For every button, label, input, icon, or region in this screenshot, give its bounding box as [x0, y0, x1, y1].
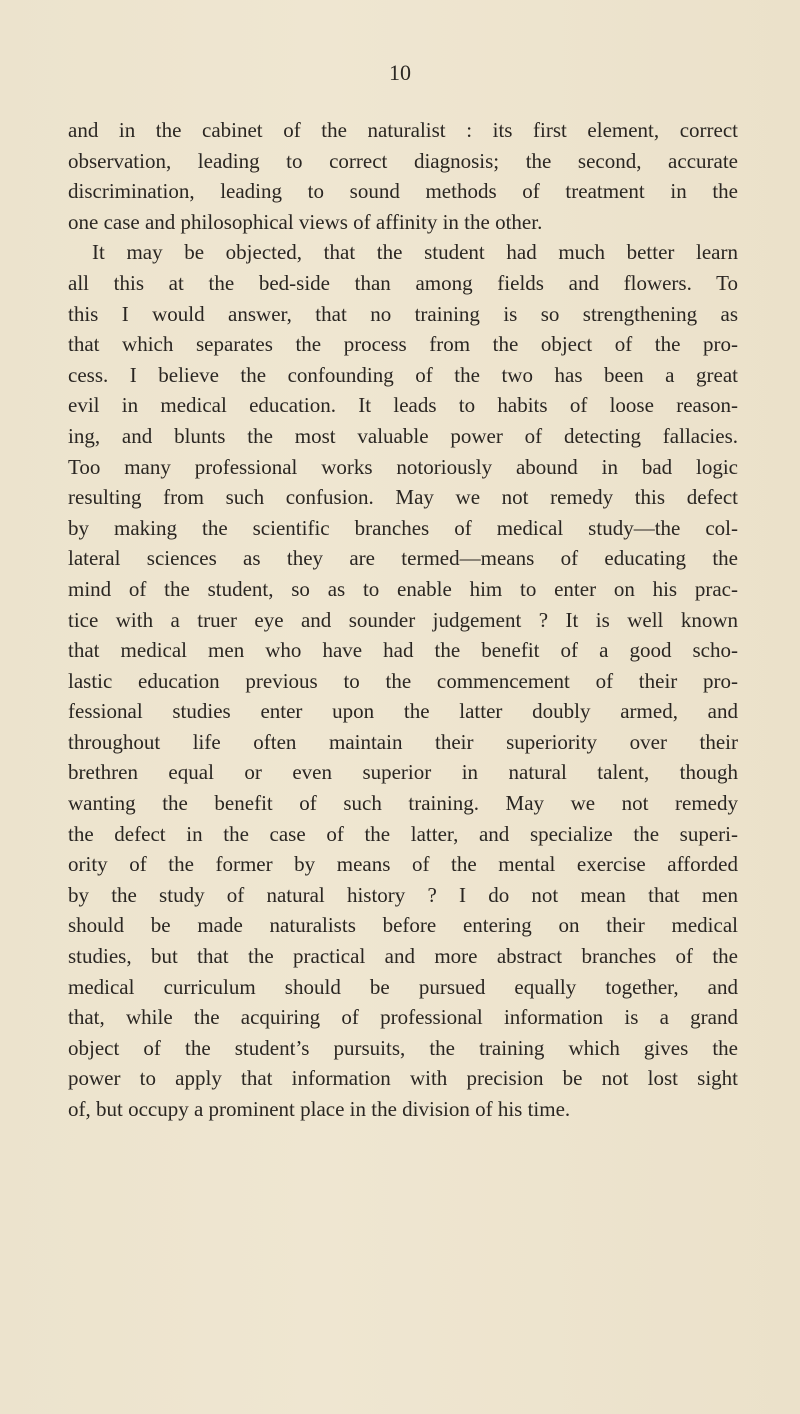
text-line: lateral sciences as they are termed—means of educating the: [68, 546, 738, 571]
text-line: cess. I believe the confounding of the two has been a great: [68, 362, 738, 387]
text-line: one case and philosophical views of affinity in the other.: [68, 209, 543, 234]
page-number: 10: [389, 60, 411, 85]
text-line: by making the scientific branches of medical study—the col-: [68, 515, 738, 540]
text-line: studies, but that the practical and more abstract branches of the: [68, 944, 738, 969]
text-line: of, but occupy a prominent place in the division of his time.: [68, 1097, 571, 1121]
text-line: the defect in the case of the latter, and specialize the superi-: [68, 821, 738, 846]
text-line: this I would answer, that no training is so strengthening as: [68, 301, 738, 326]
text-line: medical curriculum should be pursued equally together, and: [68, 974, 738, 999]
text-line: object of the student’s pursuits, the training which gives the: [68, 1035, 738, 1060]
text-line: ing, and blunts the most valuable power of detecting fallacies.: [68, 423, 738, 448]
text-line: resulting from such confusion. May we not remedy this defect: [68, 485, 738, 510]
text-line: throughout life often maintain their superiority over their: [68, 729, 738, 754]
text-line: mind of the student, so as to enable him to enter on his prac-: [68, 576, 738, 601]
text-line: observation, leading to correct diagnosis; the second, accurate: [68, 148, 738, 173]
text-line: and in the cabinet of the naturalist : its first element, correct: [68, 118, 738, 142]
text-line: that, while the acquiring of professional information is a grand: [68, 1005, 738, 1030]
text-line: brethren equal or even superior in natural talent, though: [68, 760, 738, 785]
text-line: fessional studies enter upon the latter doubly armed, and: [68, 699, 738, 724]
text-line: should be made naturalists before entering on their medical: [68, 913, 738, 938]
text-line: by the study of natural history ? I do not mean that men: [68, 882, 738, 907]
text-line: wanting the benefit of such training. May we not remedy: [68, 791, 738, 816]
text-line: ority of the former by means of the mental exercise afforded: [68, 852, 738, 877]
text-line: lastic education previous to the commencement of their pro-: [68, 668, 738, 693]
text-line: discrimination, leading to sound methods of treatment in the: [68, 179, 738, 204]
text-line: all this at the bed-side than among fields and flowers. To: [68, 270, 738, 295]
text-line: that medical men who have had the benefit of a good scho-: [68, 638, 738, 663]
text-line: Too many professional works notoriously abound in bad logic: [68, 454, 738, 479]
body-text: [68, 115, 738, 1125]
text-line: that which separates the process from the object of the pro-: [68, 332, 738, 357]
text-line: evil in medical education. It leads to habits of loose reason-: [68, 393, 738, 418]
text-line: power to apply that information with precision be not lost sight: [68, 1066, 738, 1091]
text-line: tice with a truer eye and sounder judgement ? It is well known: [68, 607, 738, 632]
text-line: It may be objected, that the student had much better learn: [92, 240, 738, 265]
